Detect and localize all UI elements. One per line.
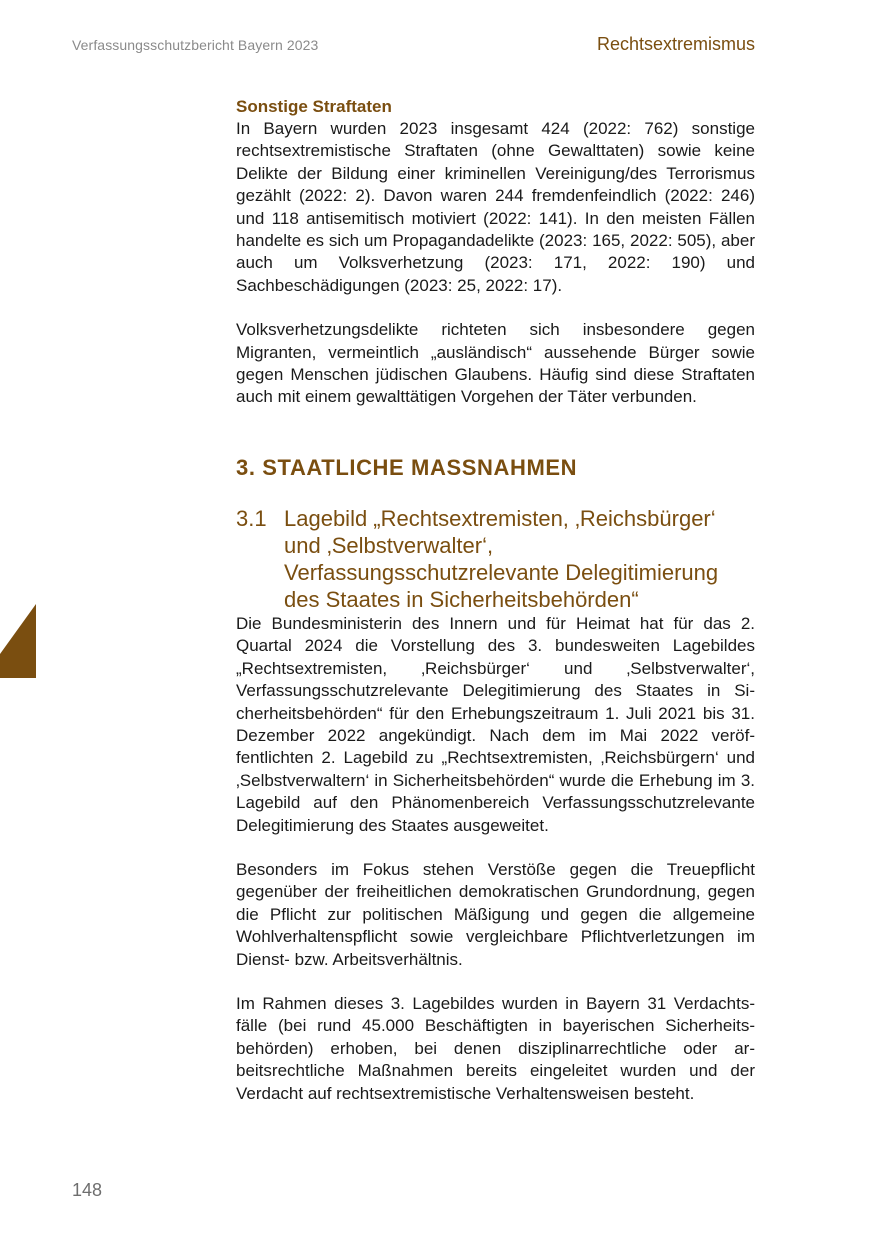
paragraph-other-crimes-1: In Bayern wurden 2023 insgesamt 424 (2022: 762) sonstige rechtsextremistische Straftaten (ohne Gewalttaten) sowie keine Delikte der Bildung einer kriminellen Vereinigung/des Terrorismus gezählt (2022: 2). Davon waren 244 fremdenfeindlich (2022: 246) und 118 antisemitisch motiviert (2022: 141). In den meisten Fällen handelte es sich um Propagandadelikte (2023: 165, 2022: 505), aber auch um Volksverhetzung (2023: 171, 2022: 190) und Sachbeschädigungen (2023: 25, 2022: 17).	[236, 119, 755, 295]
main-content	[236, 96, 755, 1105]
paragraph-other-crimes-2: Volksverhetzungsdelikte richteten sich insbesondere gegen Migranten, vermeintlich „ausländisch“ aussehende Bürger sowie gegen Menschen jüdischen Glaubens. Häufig sind diese Straftaten auch mit einem gewalttätigen Vorgehen der Täter verbunden.	[236, 320, 755, 407]
section-title: 3. STAATLICHE MASSNAHMEN	[236, 454, 578, 480]
paragraph-lagebild-1: Die Bundesministerin des Innern und für Heimat hat für das 2. Quartal 2024 die Vorstellung des 3. bundesweiten Lagebildes „Rechtsextremisten, ‚Reichsbürger‘ und ‚Selbstverwalter‘, Verfassungsschutzrelevante Delegitimierung des Staates in Sicherheitsbehörden“ für den Erhebungszeitraum 1. Juli 2021 bis 31. Dezember 2022 angekündigt. Nach dem im Mai 2022 veröffentlichten 2. Lagebild zu „Rechtsextremisten, ‚Reichsbürgern‘ und ‚Selbstverwaltern‘ in Sicherheitsbehörden“ wurde die Erhebung im 3. Lagebild auf den Phänomenbereich Verfassungsschutzrelevante Delegitimierung des Staates ausgeweitet.	[236, 613, 755, 835]
paragraph-lagebild-3: Im Rahmen dieses 3. Lagebildes wurden in Bayern 31 Verdachtsfälle (bei rund 45.000 Beschäftigten in bayerischen Sicherheitsbehörden) erhoben, bei denen disziplinarrechtliche oder arbeitsrechtliche Maßnahmen bereits eingeleitet wurden und der Verdacht auf rechtsextremistische Verhaltensweisen besteht.	[236, 993, 755, 1103]
subsection-heading	[236, 505, 755, 613]
chapter-title: Rechtsextremismus	[596, 34, 755, 54]
chapter-marker-tab	[0, 604, 36, 678]
subsection-title: Lagebild „Rechtsextremisten, ‚Reichsbürger‘ und ‚Selbstverwalter‘, Verfassungsschutzrelevante Delegitimierung des Staates in Sicherheitsbehörden“	[284, 505, 719, 612]
page-number: 148	[72, 1180, 103, 1200]
report-title: Verfassungsschutzbericht Bayern 2023	[72, 37, 319, 53]
paragraph-lagebild-2: Besonders im Fokus stehen Verstöße gegen die Treuepflicht gegenüber der freiheitlichen demokratischen Grundordnung, gegen die Pflicht zur politischen Mäßigung und gegen die allgemeine Wohlverhaltenspflicht sowie vergleichbare Pflichtverletzungen im Dienst- bzw. Arbeitsverhältnis.	[236, 859, 755, 969]
subheading-other-crimes: Sonstige Straftaten	[236, 97, 392, 116]
subsection-number: 3.1	[236, 505, 267, 531]
